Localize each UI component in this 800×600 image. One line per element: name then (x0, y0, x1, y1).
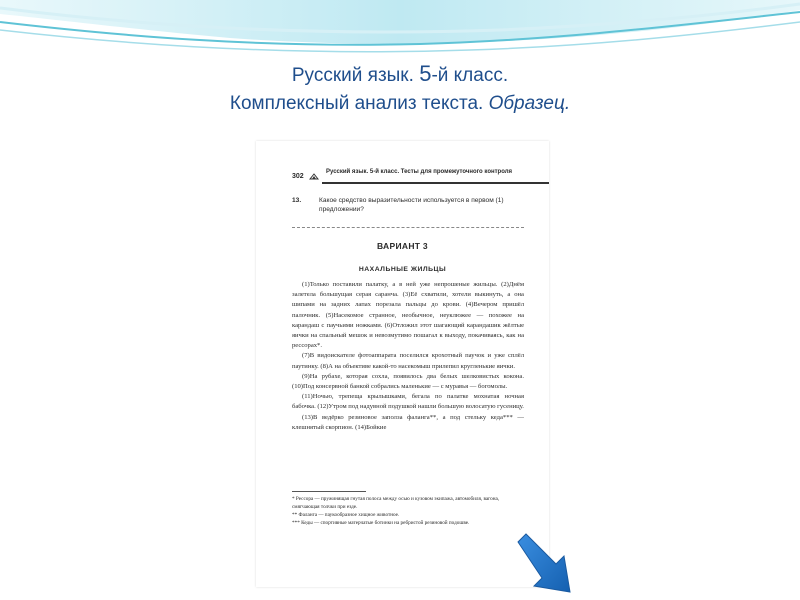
slide-title-line2 (0, 90, 800, 118)
question-number: 13. (292, 197, 302, 204)
header-rule (322, 182, 549, 184)
text-body (292, 280, 524, 433)
title-grade-number: 5 (419, 61, 432, 86)
answer-line (292, 227, 524, 228)
arrow-down-right-icon[interactable] (512, 528, 576, 598)
paragraph: (1)Только поставили палатку, а в ней уже непрошеные жильцы. (2)Днём залетела большущая серая саранча. (3)Её схватили, хотели выкинуть, а она шипами на задних лапах порезала пальцы до крови. (4)Вечером пришёл палочник. (5)Насекомое странное, необычное, неуклюжее — похожее на карандаш с паучьими ножками. (6)Отложил этот шагающий карандашик жёлтые яички на спальный мешок и невозмутимо пошагал к выходу, покачиваясь, как на рессорах*. (292, 281, 524, 350)
footnote: * Рессора — пружинящая гнутая полоса между осью и кузовом экипажа, автомобиля, вагона, смягчающая толчки при езде. (292, 496, 500, 510)
variant-heading: ВАРИАНТ 3 (377, 241, 428, 251)
footnote: *** Кеды — спортивные матерчатые ботинки на ребристой резиновой подошве. (292, 520, 470, 526)
footnotes (292, 495, 524, 527)
paragraph: (11)Ночью, трепеща крылышками, бегала по палатке мохнатая ночная бабочка. (12)Утром под надувной подушкой нашли большую волосатую гусеницу. (292, 393, 524, 411)
page-number: 302 (292, 173, 304, 180)
slide-title (0, 60, 800, 118)
question-13 (292, 196, 522, 214)
paragraph: (7)В видоискателе фотоаппарата поселился крохотный паучок и уже сплёл паутинку. (8)А на объективе какой-то насекомыш прилепил кругленькие яички. (292, 352, 524, 370)
footnote: ** Фаланга — паукообразное хищное животное. (292, 512, 400, 518)
book-hand-icon (309, 172, 319, 181)
title-text: Комплексный анализ текста. (229, 93, 489, 114)
title-text: Русский язык. (291, 65, 420, 86)
question-text: Какое средство выразительности используется в первом (1) предложении? (319, 197, 504, 213)
slide-title-line1 (0, 60, 800, 90)
title-text: -й класс. (431, 65, 509, 86)
running-header (292, 169, 524, 187)
paragraph: (9)На рубахе, которая сохла, появилось два белых шелковистых кокона. (10)Под консервной банкой собрались маленькие — с муравья — богомолы. (292, 372, 524, 391)
running-header-text: Русский язык. 5-й класс. Тесты для промежуточного контроля (326, 169, 513, 175)
title-italic-text: Образец. (488, 93, 571, 114)
scanned-page (256, 141, 549, 587)
footnote-rule (292, 491, 366, 492)
text-title: НАХАЛЬНЫЕ ЖИЛЬЦЫ (358, 266, 447, 273)
paragraph: (13)В ведёрко резиновое заполза фаланга**, а под стельку кеда*** — клешнятый скорпион. (14)Бойкие (292, 413, 524, 431)
